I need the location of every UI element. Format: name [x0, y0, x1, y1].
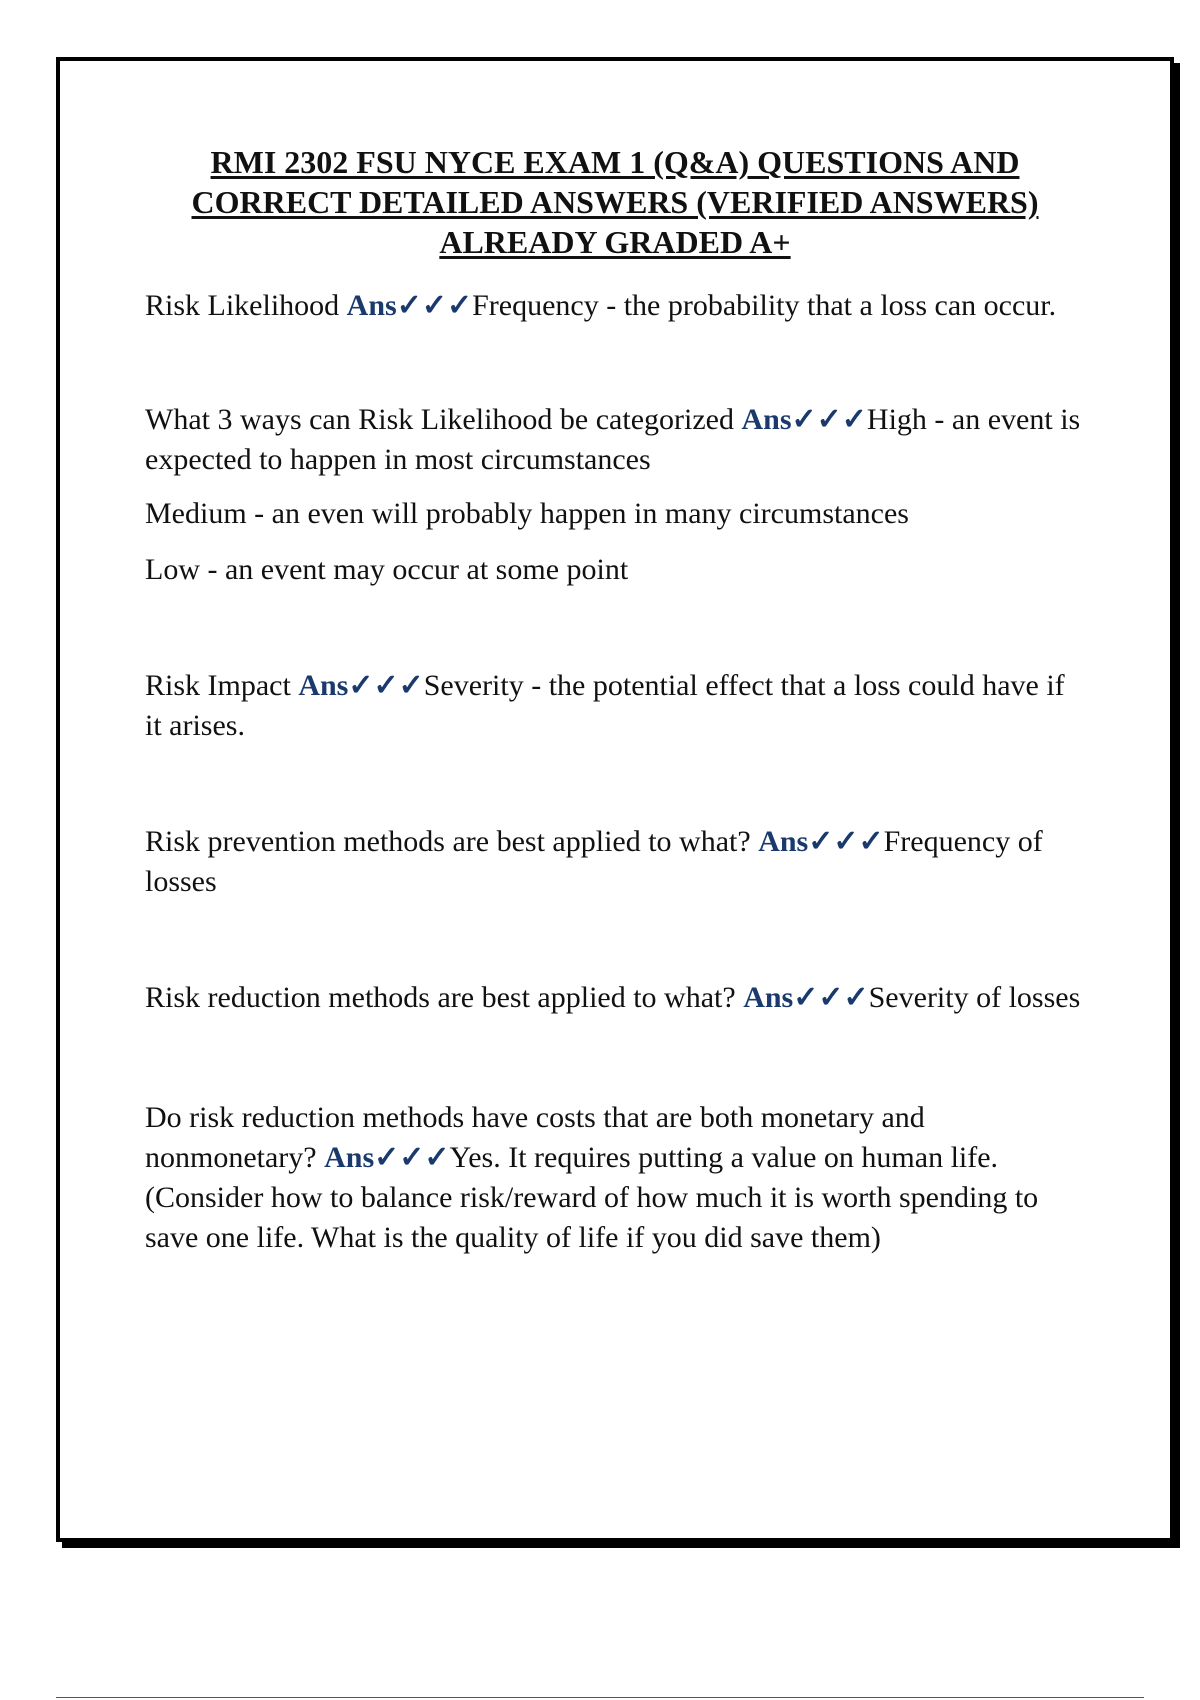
- answer-marker: Ans✓✓✓: [298, 669, 424, 702]
- answer-text: High - an event is expected to happen in most circumstances: [145, 403, 1081, 476]
- answer-line-medium: Medium - an even will probably happen in many circumstances: [145, 497, 909, 530]
- bottom-divider: [56, 1697, 1144, 1698]
- answer-text: Yes. It requires putting a value on human life. (Consider how to balance risk/reward of how much it is worth spending to save one life. What is the quality of life if you did save them): [145, 1141, 1039, 1254]
- answer-marker: Ans✓✓✓: [324, 1141, 450, 1174]
- answer-text: Severity of losses: [868, 981, 1081, 1014]
- document-content: [145, 142, 1085, 1258]
- answer-marker: Ans✓✓✓: [743, 981, 869, 1014]
- answer-text: Frequency - the probability that a loss can occur.: [472, 289, 1057, 322]
- qa-item-risk-prevention: [145, 822, 1085, 902]
- title-line-2: CORRECT DETAILED ANSWERS (VERIFIED ANSWERS): [191, 184, 1039, 220]
- answer-line-low: Low - an event may occur at some point: [145, 553, 629, 586]
- question-text: Risk Likelihood: [145, 289, 347, 322]
- question-text: Risk Impact: [145, 669, 299, 702]
- title-line-1: RMI 2302 FSU NYCE EXAM 1 (Q&A) QUESTIONS AND: [210, 144, 1020, 180]
- qa-item-risk-reduction: [145, 978, 1085, 1018]
- title-line-3: ALREADY GRADED A+: [439, 224, 791, 260]
- answer-marker: Ans✓✓✓: [741, 403, 867, 436]
- document-title: [145, 142, 1085, 262]
- question-text: Risk reduction methods are best applied to what?: [145, 981, 744, 1014]
- question-text: What 3 ways can Risk Likelihood be categorized: [145, 403, 742, 436]
- answer-marker: Ans✓✓✓: [758, 825, 884, 858]
- qa-item-risk-likelihood: [145, 286, 1085, 326]
- question-text: Do risk reduction methods have costs that are both monetary and nonmonetary?: [145, 1101, 925, 1174]
- answer-text: Severity - the potential effect that a loss could have if it arises.: [145, 669, 1065, 742]
- answer-marker: Ans✓✓✓: [346, 289, 473, 322]
- qa-item-risk-impact: [145, 666, 1085, 746]
- question-text: Risk prevention methods are best applied to what?: [145, 825, 759, 858]
- qa-item-likelihood-categories: [145, 400, 1085, 480]
- answer-text: Frequency of losses: [145, 825, 1043, 898]
- qa-item-reduction-costs: [145, 1098, 1085, 1258]
